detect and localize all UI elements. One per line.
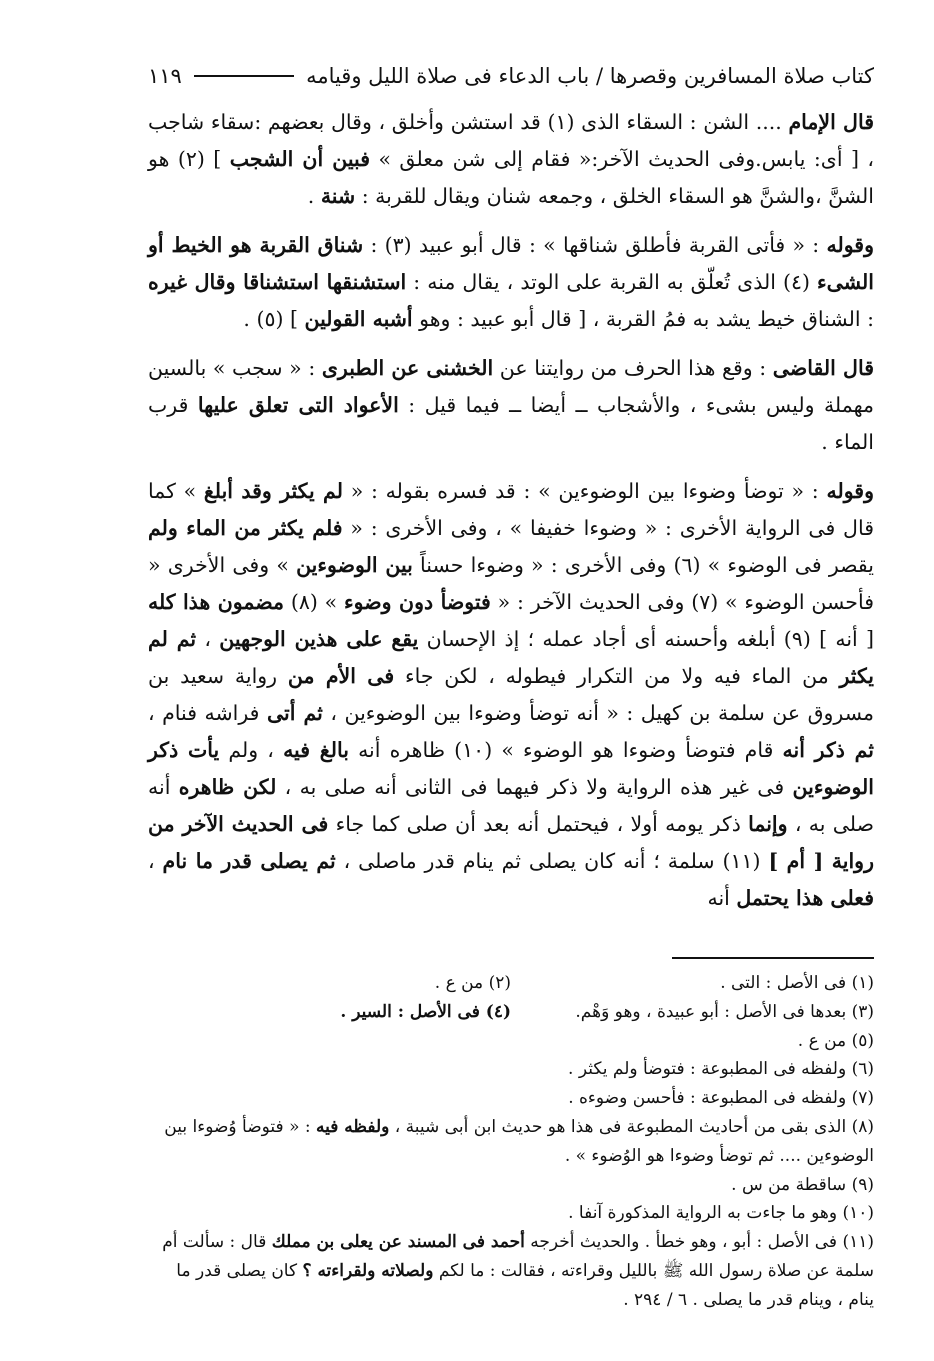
bold-run: ولصلاته ولقراءته ؟ [302,1260,434,1281]
text-run: ذكر يومه أولا ، فيحتمل أنه بعد أن صلى كما جاء [328,812,749,836]
text-run [284,590,291,614]
text-run: يقصر فى الوضوء » [700,553,875,577]
footnote-ref: (٢) [177,147,205,171]
text-run: قال : سألت أم سلمة عن صلاة رسول الله ﷺ بالليل وقراءته ، فقالت : ما لكم [162,1232,874,1281]
bold-run: مضمون هذا كله [148,590,284,614]
bold-run: الخشنى عن الطبرى [321,356,494,380]
text-run: وفى الحديث الآخر : « [490,590,692,614]
text-run: : الشناق خيط يشد به فمُ القربة ، [ قال أبو عبيد : وهو [412,307,874,331]
text-run: من الماء فيه ولا من التكرار فيطوله ، لكن جاء [394,664,840,688]
text-run: ، [148,849,163,873]
speaker-label: وقوله [826,233,874,257]
bold-run: فى الأم من [287,664,395,688]
text-run: [ أنه ] [810,627,874,651]
footnote-3: (٣) بعدها فى الأصل : أبو عبيدة ، وهو وَهْم. [575,1001,874,1022]
text-run [810,270,817,294]
paragraph-4 [148,473,874,917]
footnote-ref: (١٠) [454,738,493,762]
speaker-label: قال الإمام [788,110,874,134]
bold-run: فلم يكثر من الماء ولم [148,516,343,540]
text-run: » وفى الأخرى « فأحسن الوضوء » [148,553,875,614]
text-run: فى غير هذه الرواية ولا ذكر فيهما فى الثانى أنه صلى به ، [276,775,793,799]
footnote-row [148,969,874,998]
footnote-2: (٢) من ع . [434,973,511,993]
paragraph-3 [148,350,874,461]
text-run: أنه [707,886,737,910]
speaker-label: وقوله [826,479,874,503]
paragraph-2 [148,227,874,338]
text-run: قام فتوضأ وضوءا هو الوضوء » [492,738,783,762]
text-run: ظاهره أنه [348,738,455,762]
text-run: أبلغه وأحسنه أى أجاد عمله ؛ إذ الإحسان [418,627,784,651]
footnote-7: (٧) ولفظه فى المطبوعة : فأحسن وضوءه . [568,1088,874,1109]
text-run: ، ولم [219,738,284,762]
bold-run: فى الحديث الآخر من رواية [ أم ] [148,812,874,873]
footnote-9: (٩) ساقطة من س . [731,1174,874,1195]
text-run: . [243,307,257,331]
bold-run: يأت ذكر الوضوءين [148,738,874,799]
bold-run: ثم يصلى قدر ما نام [162,849,336,873]
text-run: أنه صلى به ، [148,775,874,836]
bold-run: شنة [320,184,356,208]
bold-run: شناق القربة هو الخيط أو الشىء [148,233,874,294]
footnote-ref: (٥) [256,307,284,331]
footnote-ref: (٦) [673,553,701,577]
text-run: : [363,233,385,257]
text-run: . [307,184,321,208]
footnote-ref: (٤) [782,270,810,294]
footnote-11 [148,1228,874,1314]
text-run: هو الشنَّ ،والشنَّ هو السقاء الخلق ، وجمعه شنان ويقال للقربة : [148,147,874,208]
text-run: : « سجب » بالسين مهملة وليس بشىء ، والأشجاب ــ أيضا ــ فيما قيل : [148,356,875,417]
main-text [148,104,874,917]
bold-run: فبين أن الشجب [229,147,370,171]
text-run: رواية سعيد بن مسروق عن سلمة بن كهيل : « أنه توضأ وضوءا بين الوضوءين ، [148,664,874,725]
bold-run: أشبه القولين [304,307,413,331]
bold-run: بين الوضوءين [296,553,413,577]
text-run: : « توضأ وضوءا بين الوضوءين » : قد فسره بقوله : « [342,479,827,503]
footnote-8 [148,1113,874,1171]
header-rule [194,75,294,77]
running-header [148,56,874,96]
bold-run: فعلى هذا يحتمل [736,886,874,910]
text-run: قرب الماء . [148,393,874,454]
text-run: ] [204,147,230,171]
header-title: كتاب صلاة المسافرين وقصرها / باب الدعاء فى صلاة الليل وقيامه [306,64,874,88]
footnote-1: (١) فى الأصل : التى . [720,973,874,993]
page-number: ١١٩ [148,64,182,88]
text-run: (١١) فى الأصل : أبو ، وهو خطأ . والحديث أخرجه [524,1232,874,1253]
footnote-ref: (٩) [783,627,811,651]
text-run: : « فتوضأ وُضوءا بين الوضوءين .... ثم توضأ وضوءا هو الوُضوء » . [164,1116,874,1166]
text-run: كان يصلى قدر ما ينام ، وينام قدر ما يصلى . ٦ / ٢٩٤ . [176,1260,874,1310]
text-run: .... الشن : السقاء الذى [574,110,789,134]
footnote-ref: (٣) [384,233,412,257]
footnote-5: (٥) من ع . [797,1030,874,1051]
footnotes [148,969,874,1315]
text-run: الذى تُعلّق به القربة على الوتد ، يقال منه : [406,270,783,294]
speaker-label: قال القاضى [772,356,874,380]
footnote-ref: (١) [547,110,575,134]
bold-run: ثم لم يكثر [148,627,874,688]
text-run: وفى الأخرى : « وضوءا حسناً [412,553,674,577]
bold-run: ثم أتى [266,701,323,725]
text-run: » كما قال فى الرواية الأخرى : « وضوءا خفيفا » ، وفى الأخرى : « [148,479,874,540]
footnote-ref: (١١) [722,849,761,873]
bold-run: ثم ذكر أنه [782,738,874,762]
bold-run: أحمد فى المسند عن يعلى بن مملك [271,1232,525,1253]
bold-run: الأعواد التى تعلق عليها [197,393,399,417]
footnote-row [148,998,874,1027]
bold-run: بالغ فيه [283,738,349,762]
bold-run: لم يكثر وقد أبلغ [203,479,343,503]
text-run: فراشه فنام ، [148,701,267,725]
bold-run: استشنقها استشناقا وقال غيره [148,270,407,294]
text-run: » [317,590,345,614]
footnote-4: (٤) فى الأصل : السير . [340,1001,511,1022]
text-run: ] [283,307,305,331]
text-run: (٨) الذى بقى من أحاديث المطبوعة فى هذا هو حديث ابن أبى شيبة ، [389,1116,874,1137]
bold-run: وإنما [748,812,788,836]
text-run: ، [196,627,220,651]
text-run: : وقع هذا الحرف من روايتنا عن [493,356,773,380]
footnote-6: (٦) ولفظه فى المطبوعة : فتوضأ ولم يكثر . [568,1059,874,1080]
paragraph-1 [148,104,874,215]
text-run: سلمة ؛ أنه كان يصلى ثم ينام قدر ماصلى ، [335,849,723,873]
footnote-separator [672,957,874,959]
footnote-ref: (٧) [691,590,719,614]
footnote-10: (١٠) وهو ما جاءت به الرواية المذكورة آنفا . [568,1203,874,1224]
bold-run: فتوضأ دون وضوء [344,590,491,614]
bold-run: ولفظه فيه [316,1116,390,1137]
text-run: : « فأتى القربة فأطلق شناقها » : قال أبو عبيد [411,233,827,257]
bold-run: لكن ظاهره [178,775,277,799]
text-run: قد استشن وأخلق ، وقال بعضهم :سقاء شاجب ، [ أى: يابس.وفى الحديث الآخر:« فقام إلى شن معلق » [148,110,875,171]
bold-run: يقع على هذين الوجهين [219,627,419,651]
footnote-ref: (٨) [290,590,318,614]
